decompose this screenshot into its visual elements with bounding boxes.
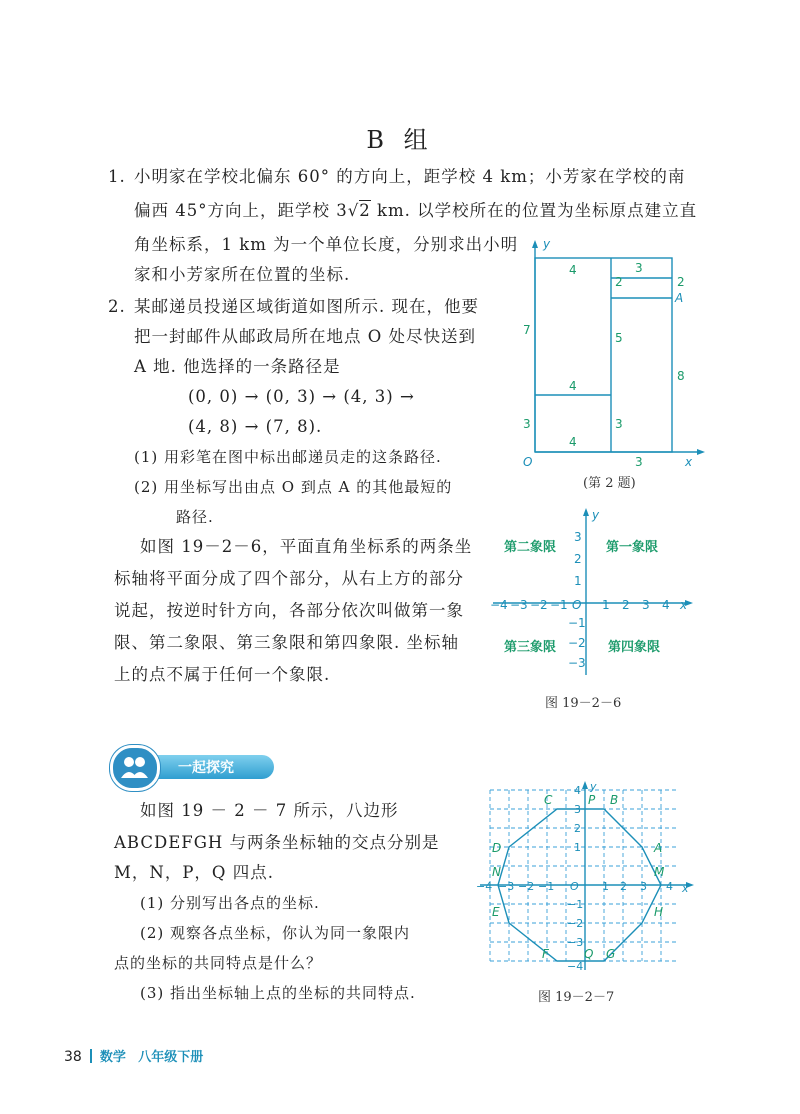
q-origin: O xyxy=(572,598,582,612)
footer-divider xyxy=(90,1049,92,1063)
problem2-sub2b: 路径. xyxy=(176,508,214,526)
point-n: N xyxy=(492,865,501,879)
o-tick-y-3: 3 xyxy=(574,803,581,816)
q-tick-x-1: 1 xyxy=(602,598,610,612)
explore-q1: (1) 分别写出各点的坐标. xyxy=(140,894,320,912)
street-y-label: y xyxy=(543,237,551,251)
sqrt-radicand: 2 xyxy=(359,201,371,220)
page-number: 38 xyxy=(64,1049,82,1065)
quadrant-line3: 说起，按逆时针方向，各部分依次叫做第一象 xyxy=(114,601,464,620)
street-label-8: 8 xyxy=(677,369,685,383)
q-tick-y-1: 1 xyxy=(574,574,582,588)
people-icon xyxy=(110,745,160,791)
street-label-3: 3 xyxy=(635,261,643,275)
q-tick-y-m3: −3 xyxy=(568,656,586,670)
q-tick-x-m1: −1 xyxy=(550,598,568,612)
point-e: E xyxy=(492,905,500,919)
street-label-bottom-3: 3 xyxy=(635,455,643,469)
page-footer xyxy=(64,1046,203,1065)
explore-q2: (2) 观察各点坐标，你认为同一象限内 xyxy=(140,924,411,942)
o-tick-x-m4: −4 xyxy=(476,880,493,893)
street-label-7: 7 xyxy=(523,323,531,337)
q4-label: 第四象限 xyxy=(608,640,661,655)
explore-q2b: 点的坐标的共同特点是什么？ xyxy=(114,954,323,972)
o-tick-y-2: 2 xyxy=(574,822,581,835)
point-d: D xyxy=(492,841,502,855)
point-q: Q xyxy=(584,947,594,961)
explore-line1: 如图 19 － 2 － 7 所示，八边形 xyxy=(140,801,399,820)
problem2-path1: (0, 0) → (0, 3) → (4, 3) → xyxy=(188,387,415,406)
street-x-label: x xyxy=(685,455,693,469)
o-tick-x-4: 4 xyxy=(666,880,673,893)
street-label-top-4: 4 xyxy=(569,263,577,277)
q1-label: 第一象限 xyxy=(606,540,659,555)
o-tick-x-1: 1 xyxy=(602,880,609,893)
q-tick-x-2: 2 xyxy=(622,598,630,612)
o-x-label: x xyxy=(682,882,689,895)
street-point-a: A xyxy=(675,291,684,305)
problem2-sub1: (1) 用彩笔在图中标出邮递员走的这条路径. xyxy=(134,448,442,466)
problem2-path2: (4, 8) → (7, 8). xyxy=(188,417,323,436)
q-x-label: x xyxy=(680,598,688,612)
point-m: M xyxy=(654,865,665,879)
q-tick-x-4: 4 xyxy=(662,598,670,612)
explore-line3: M，N，P，Q 四点. xyxy=(114,863,274,882)
problem2-number: 2. xyxy=(108,297,126,316)
point-g: G xyxy=(606,947,616,961)
problem2-line2: 把一封邮件从邮政局所在地点 O 处尽快送到 xyxy=(134,327,477,346)
street-label-left-3: 3 xyxy=(523,417,531,431)
octagon-caption: 图 19－2－7 xyxy=(538,990,615,1005)
q-tick-x-3: 3 xyxy=(642,598,650,612)
o-tick-y-1: 1 xyxy=(574,841,581,854)
q-tick-y-3: 3 xyxy=(574,530,582,544)
q-y-label: y xyxy=(592,508,600,522)
o-tick-y-m2: −2 xyxy=(567,917,584,930)
o-origin: O xyxy=(570,880,579,893)
point-c: C xyxy=(544,793,553,807)
problem1-line2 xyxy=(134,194,697,228)
octagon-figure xyxy=(470,780,700,980)
q-tick-y-m1: −1 xyxy=(568,616,586,630)
quadrant-line2: 标轴将平面分成了四个部分，从右上方的部分 xyxy=(114,569,464,588)
q3-label: 第三象限 xyxy=(504,640,557,655)
street-label-5: 5 xyxy=(615,331,623,345)
o-tick-x-m2: −2 xyxy=(518,880,535,893)
quadrant-figure xyxy=(488,505,698,680)
explore-line2: ABCDEFGH 与两条坐标轴的交点分别是 xyxy=(114,833,440,852)
q-tick-x-m4: −4 xyxy=(490,598,508,612)
problem1-number: 1. xyxy=(108,167,126,186)
q-tick-x-m3: −3 xyxy=(510,598,528,612)
explore-badge xyxy=(110,745,278,783)
o-tick-x-3: 3 xyxy=(640,880,647,893)
o-tick-x-m3: −3 xyxy=(498,880,515,893)
street-figure xyxy=(515,230,705,500)
q2-label: 第二象限 xyxy=(504,540,557,555)
q-tick-y-m2: −2 xyxy=(568,636,586,650)
quadrant-line4: 限、第二象限、第三象限和第四象限. 坐标轴 xyxy=(114,633,459,652)
point-a: A xyxy=(654,841,663,855)
o-tick-y-4: 4 xyxy=(574,784,581,797)
quadrant-line1: 如图 19－2－6，平面直角坐标系的两条坐 xyxy=(140,537,473,556)
problem2-line1: 某邮递员投递区域街道如图所示. 现在，他要 xyxy=(134,297,479,316)
explore-badge-label: 一起探究 xyxy=(178,760,234,776)
street-label-bottom-4: 4 xyxy=(569,435,577,449)
problem1-line2-b: km. 以学校所在的位置为坐标原点建立直 xyxy=(370,201,698,220)
problem1-line4: 家和小芳家所在位置的坐标. xyxy=(134,265,351,284)
problem2-line3: A 地. 他选择的一条路径是 xyxy=(134,357,341,376)
o-tick-x-m1: −1 xyxy=(538,880,555,893)
quadrant-line5: 上的点不属于任何一个象限. xyxy=(114,665,331,684)
problem2-sub2a: (2) 用坐标写出由点 O 到点 A 的其他最短的 xyxy=(134,478,453,496)
q-tick-x-m2: −2 xyxy=(530,598,548,612)
street-label-2: 2 xyxy=(615,275,623,289)
problem1-line2-a: 偏西 45°方向上，距学校 3 xyxy=(134,201,348,220)
o-tick-y-m4: −4 xyxy=(567,960,584,973)
point-b: B xyxy=(610,793,619,807)
o-tick-y-m3: −3 xyxy=(567,936,584,949)
footer-book: 八年级下册 xyxy=(138,1050,204,1065)
explore-q3: (3) 指出坐标轴上点的坐标的共同特点. xyxy=(140,984,416,1002)
problem1-line3: 角坐标系，1 km 为一个单位长度，分别求出小明 xyxy=(134,235,519,254)
street-origin: O xyxy=(523,455,533,469)
o-tick-x-2: 2 xyxy=(620,880,627,893)
point-f: F xyxy=(542,947,549,961)
street-label-mid-4: 4 xyxy=(569,379,577,393)
problem1-line1: 小明家在学校北偏东 60° 的方向上，距学校 4 km；小芳家在学校的南 xyxy=(134,167,686,186)
q-tick-y-2: 2 xyxy=(574,552,582,566)
sqrt-symbol: √ xyxy=(347,201,360,220)
o-tick-y-m1: −1 xyxy=(567,898,584,911)
street-label-right-2: 2 xyxy=(677,275,685,289)
point-p: P xyxy=(588,793,596,807)
point-h: H xyxy=(654,905,664,919)
quadrant-caption: 图 19－2－6 xyxy=(545,696,622,711)
section-title: B 组 xyxy=(366,126,434,154)
street-label-mid-3: 3 xyxy=(615,417,623,431)
footer-subject: 数学 xyxy=(99,1050,126,1065)
o-y-label: y xyxy=(590,780,597,793)
street-caption: (第 2 题) xyxy=(583,476,636,491)
